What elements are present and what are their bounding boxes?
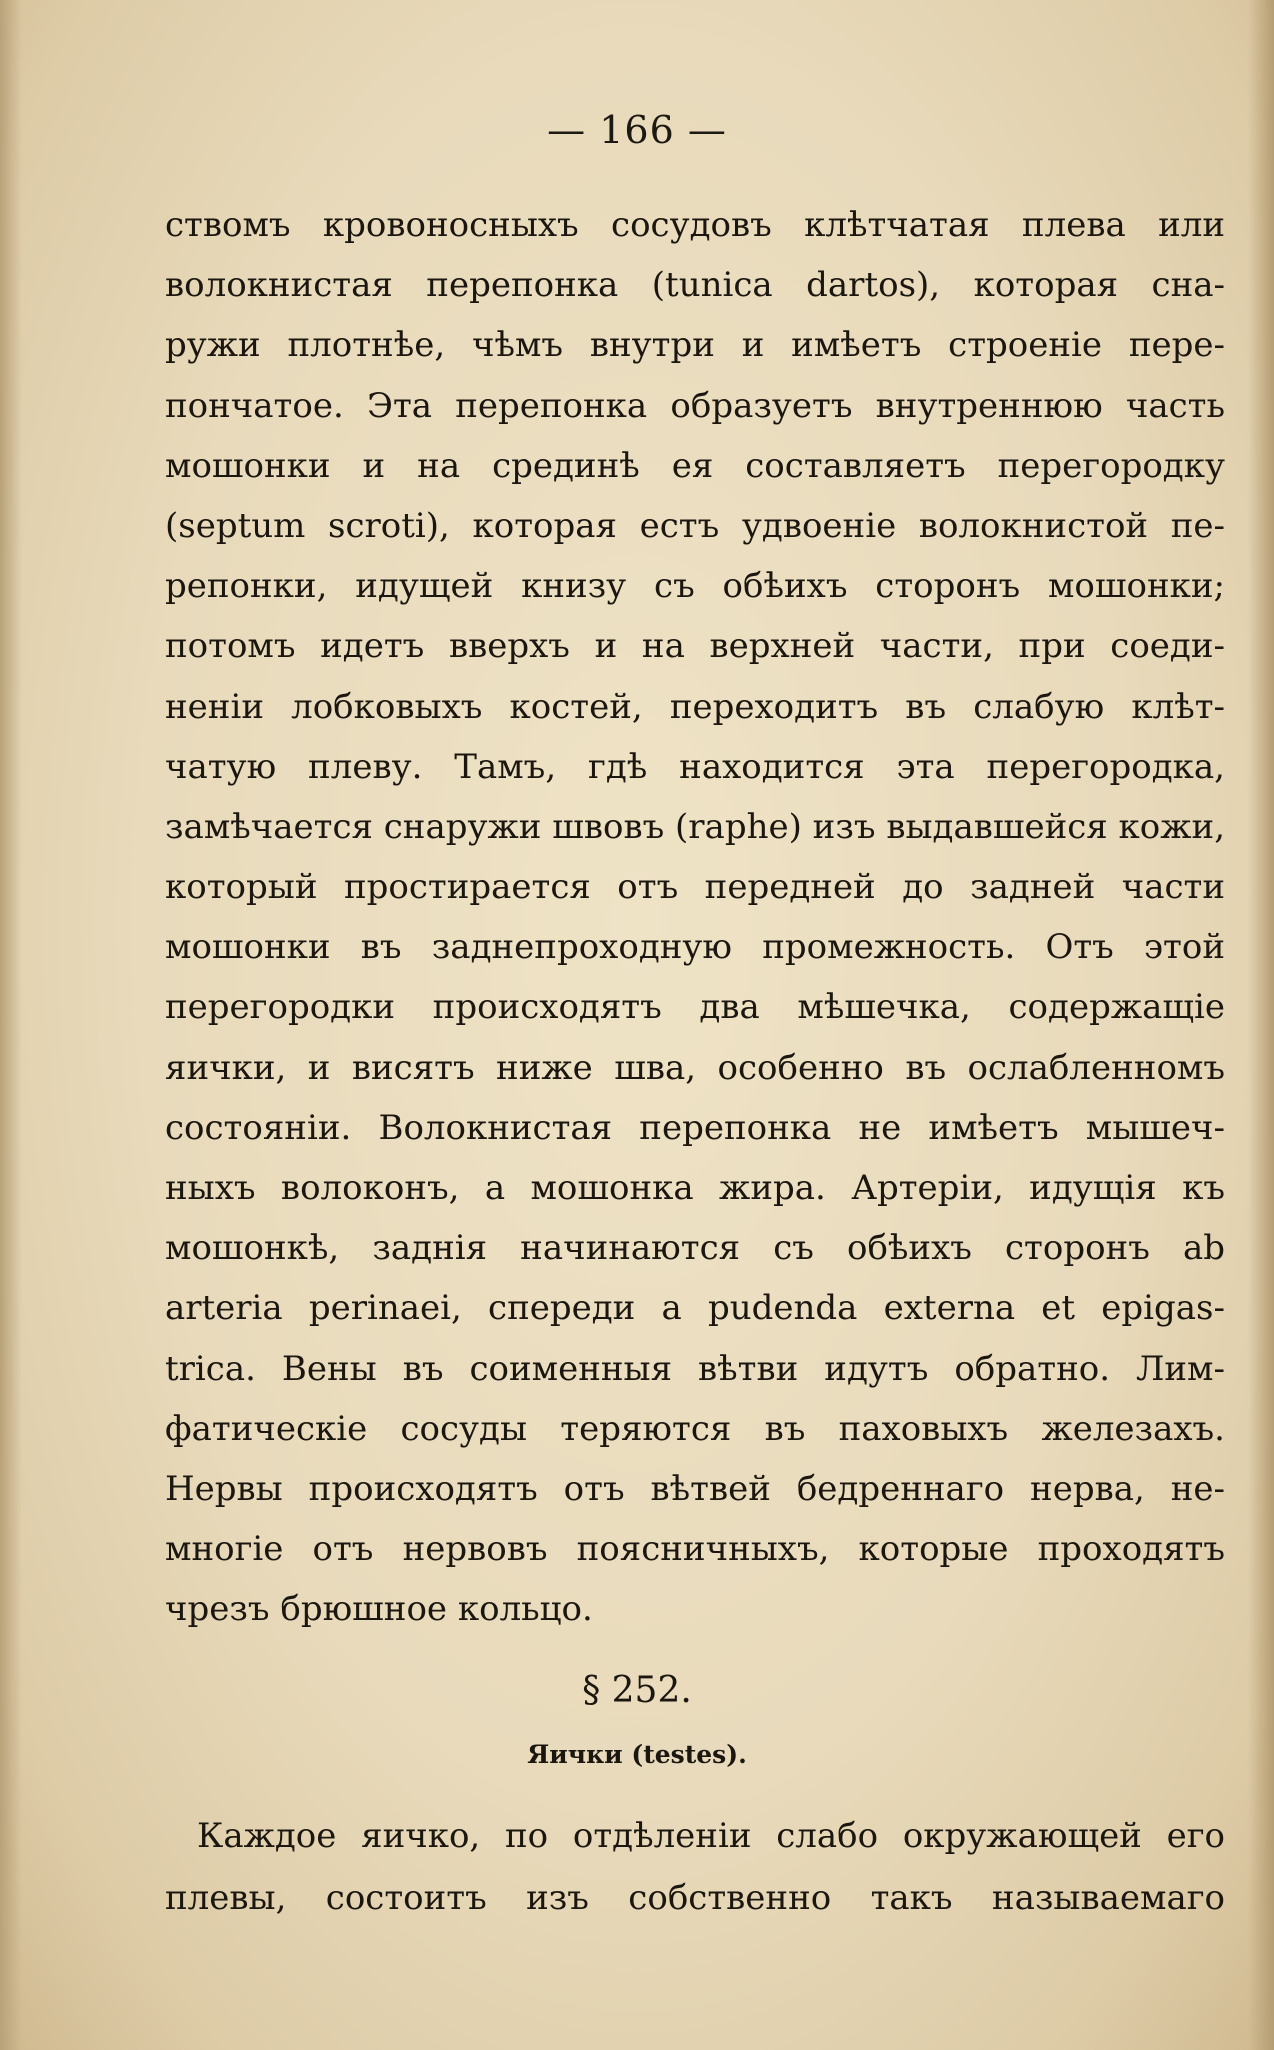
text-line: плевы, состоитъ изъ собственно такъ называемаго	[165, 1878, 1225, 1918]
text-line: перегородки происходятъ два мѣшечка, содержащіе	[165, 987, 1225, 1028]
text-line: Каждое яичко, по отдѣленіи слабо окружающей его	[197, 1816, 1225, 1856]
text-line: мошонки въ заднепроходную промежность. Отъ этой	[165, 927, 1225, 968]
paragraph-main	[165, 195, 1225, 1640]
text-line: trica. Вены въ соименныя вѣтви идутъ обратно. Лим-	[165, 1348, 1225, 1389]
paragraph-section	[165, 1805, 1225, 1929]
text-line: мошонкѣ, заднія начинаются съ обѣихъ сторонъ ab	[165, 1228, 1225, 1269]
text-line: чрезъ брюшное кольцо.	[165, 1589, 593, 1630]
section-number: § 252.	[582, 1670, 692, 1711]
text-line: arteria perinaei, спереди a pudenda externa et epigas-	[165, 1288, 1225, 1329]
text-line: чатую плеву. Тамъ, гдѣ находится эта перегородка,	[165, 746, 1225, 787]
text-line: репонки, идущей книзу съ обѣихъ сторонъ мошонки;	[165, 566, 1225, 607]
text-line: пончатое. Эта перепонка образуетъ внутреннюю часть	[165, 385, 1225, 426]
section-title: Яички (testes).	[527, 1740, 747, 1769]
text-line: ныхъ волоконъ, а мошонка жира. Артеріи, идущія къ	[165, 1168, 1225, 1208]
text-line: (septum scroti), которая естъ удвоеніе волокнистой пе-	[165, 505, 1225, 546]
text-line: яички, и висятъ ниже шва, особенно въ ослабленномъ	[165, 1047, 1225, 1088]
text-line: потомъ идетъ вверхъ и на верхней части, при соеди-	[165, 626, 1225, 667]
text-line: многіе отъ нервовъ поясничныхъ, которые проходятъ	[165, 1529, 1225, 1570]
text-line: ружи плотнѣе, чѣмъ внутри и имѣетъ строеніе пере-	[165, 325, 1225, 366]
text-line: Нервы происходятъ отъ вѣтвей бедреннаго нерва, не-	[165, 1468, 1225, 1509]
text-line: замѣчается снаружи швовъ (raphe) изъ выдавшейся кожи,	[165, 806, 1225, 847]
text-line: ствомъ кровоносныхъ сосудовъ клѣтчатая плева или	[165, 205, 1225, 245]
page-number: — 166 —	[547, 108, 727, 152]
text-line: состояніи. Волокнистая перепонка не имѣетъ мышеч-	[165, 1107, 1225, 1148]
text-line: неніи лобковыхъ костей, переходитъ въ слабую клѣт-	[165, 686, 1225, 727]
text-line: волокнистая перепонка (tunica dartos), которая сна-	[165, 265, 1225, 306]
text-line: который простирается отъ передней до задней части	[165, 867, 1225, 908]
text-line: фатическіе сосуды теряются въ паховыхъ железахъ.	[165, 1408, 1225, 1449]
text-line: мошонки и на срединѣ ея составляетъ перегородку	[165, 445, 1225, 486]
